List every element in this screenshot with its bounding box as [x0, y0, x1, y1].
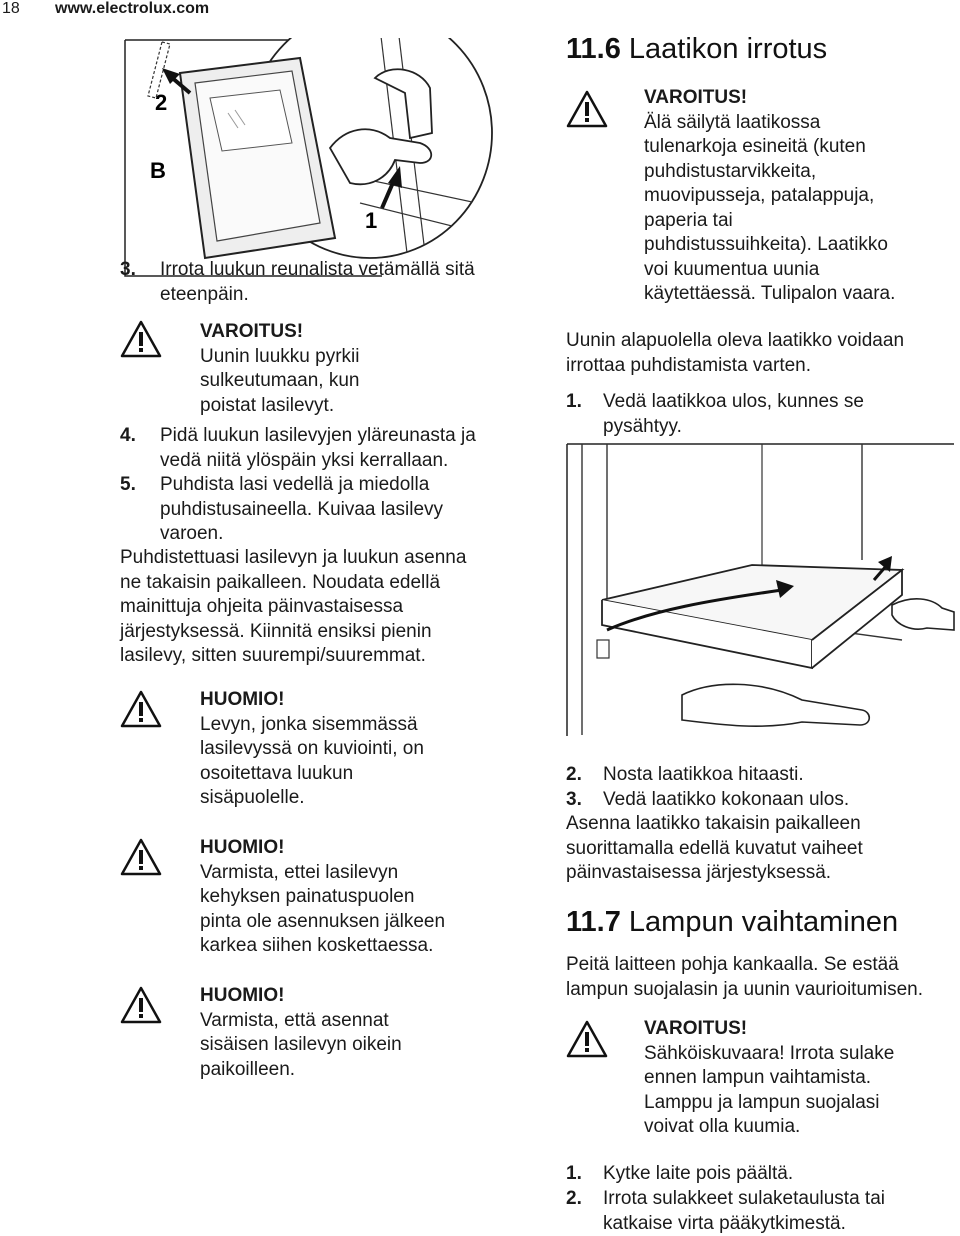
note-box-1: HUOMIO! Levyn, jonka sisemmässä lasilevyssä on kuviointi, on osoitettava luukun sisäpuolelle. — [200, 688, 510, 811]
warning-icon — [120, 986, 162, 1024]
section-heading-drawer: 11.6 Laatikon irrotus — [566, 33, 828, 65]
warning-title: VAROITUS! — [200, 321, 304, 342]
lamp-step-1: 1. Kytke laite pois päältä. — [566, 1162, 956, 1187]
step-number: 4. — [120, 425, 136, 446]
step-number: 2. — [566, 1188, 582, 1209]
figure-label-b: B — [150, 158, 166, 183]
drawer-removal-illustration — [562, 440, 960, 740]
warning-box-3: VAROITUS! Sähköiskuvaara! Irrota sulake ennen lampun vaihtamista. Lamppu ja lampun suojalasi voivat olla kuumia. — [644, 1017, 954, 1140]
lamp-step-2: 2. Irrota sulakkeet sulaketaulusta tai katkaise virta pääkytkimestä. — [566, 1188, 885, 1234]
note-title: HUOMIO! — [200, 689, 285, 710]
door-glass-illustration — [120, 38, 500, 278]
section-heading-lamp: 11.7 Lampun vaihtaminen — [566, 906, 899, 938]
note-title: HUOMIO! — [200, 837, 285, 858]
warning-icon — [566, 1020, 608, 1058]
step-number: 3. — [566, 789, 582, 810]
warning-box-1: VAROITUS! Uunin luukku pyrkii sulkeutumaan, kun poistat lasilevyt. — [200, 320, 500, 418]
drawer-intro: Uunin alapuolella oleva laatikko voidaan irrottaa puhdistamista varten. — [566, 330, 905, 376]
step-number: 2. — [566, 764, 582, 785]
step-number: 1. — [566, 391, 582, 412]
lamp-intro: Peitä laitteen pohja kankaalla. Se estää lampun suojalasin ja uunin vaurioitumisen. — [566, 954, 923, 1000]
warning-icon — [120, 690, 162, 728]
step-number: 1. — [566, 1163, 582, 1184]
warning-title: VAROITUS! — [644, 87, 748, 108]
note-box-3: HUOMIO! Varmista, että asennat sisäisen lasilevyn oikein paikoilleen. — [200, 984, 510, 1082]
drawer-step-3: 3. Vedä laatikko kokonaan ulos. — [566, 788, 956, 813]
step-4: 4. Pidä luukun lasilevyjen yläreunasta ja vedä niitä ylöspäin yksi kerrallaan. — [120, 425, 476, 471]
step-number: 3. — [120, 259, 136, 280]
drawer-step-2: 2. Nosta laatikkoa hitaasti. — [566, 763, 956, 788]
warning-box-2: VAROITUS! Älä säilytä laatikossa tulenarkoja esineitä (kuten puhdistustarvikkeita, muovipusseja, patalappuja, paperia tai puhdistussuihkeita). Laatikko voi kuumentua uunia käytettäessä. Tulipalon vaara. — [644, 86, 954, 307]
step-5: 5. Puhdista lasi vedellä ja miedolla puhdistusaineella. Kuivaa lasilevy varoen. — [120, 474, 444, 544]
drawer-step-1: 1. Vedä laatikkoa ulos, kunnes se pysähtyy. — [566, 391, 864, 437]
warning-title: VAROITUS! — [644, 1018, 748, 1039]
note-box-2: HUOMIO! Varmista, ettei lasilevyn kehyksen painatuspuolen pinta ole asennuksen jälkeen karkea siihen koskettaessa. — [200, 836, 510, 959]
note-title: HUOMIO! — [200, 985, 285, 1006]
website-link[interactable]: www.electrolux.com — [55, 0, 210, 17]
step-number: 5. — [120, 474, 136, 495]
figure-label-2: 2 — [155, 90, 168, 115]
reassembly-paragraph: Puhdistettuasi lasilevyn ja luukun asenna ne takaisin paikalleen. Noudata edellä mainittuja ohjeita päinvastaisessa järjestyksessä. Kiinnitä ensiksi pienin lasilevy, sitten suurempi/suuremmat. — [120, 547, 467, 666]
warning-icon — [120, 838, 162, 876]
figure-label-1: 1 — [365, 208, 378, 233]
warning-icon — [120, 320, 162, 358]
step-3: 3. Irrota luukun reunalista vetämällä sitä eteenpäin. — [120, 259, 475, 305]
page-number: 18 — [2, 0, 20, 17]
drawer-reinstall-paragraph: Asenna laatikko takaisin paikalleen suorittamalla edellä kuvatut vaiheet päinvastaisessa järjestyksessä. — [566, 813, 863, 883]
warning-icon — [566, 90, 608, 128]
